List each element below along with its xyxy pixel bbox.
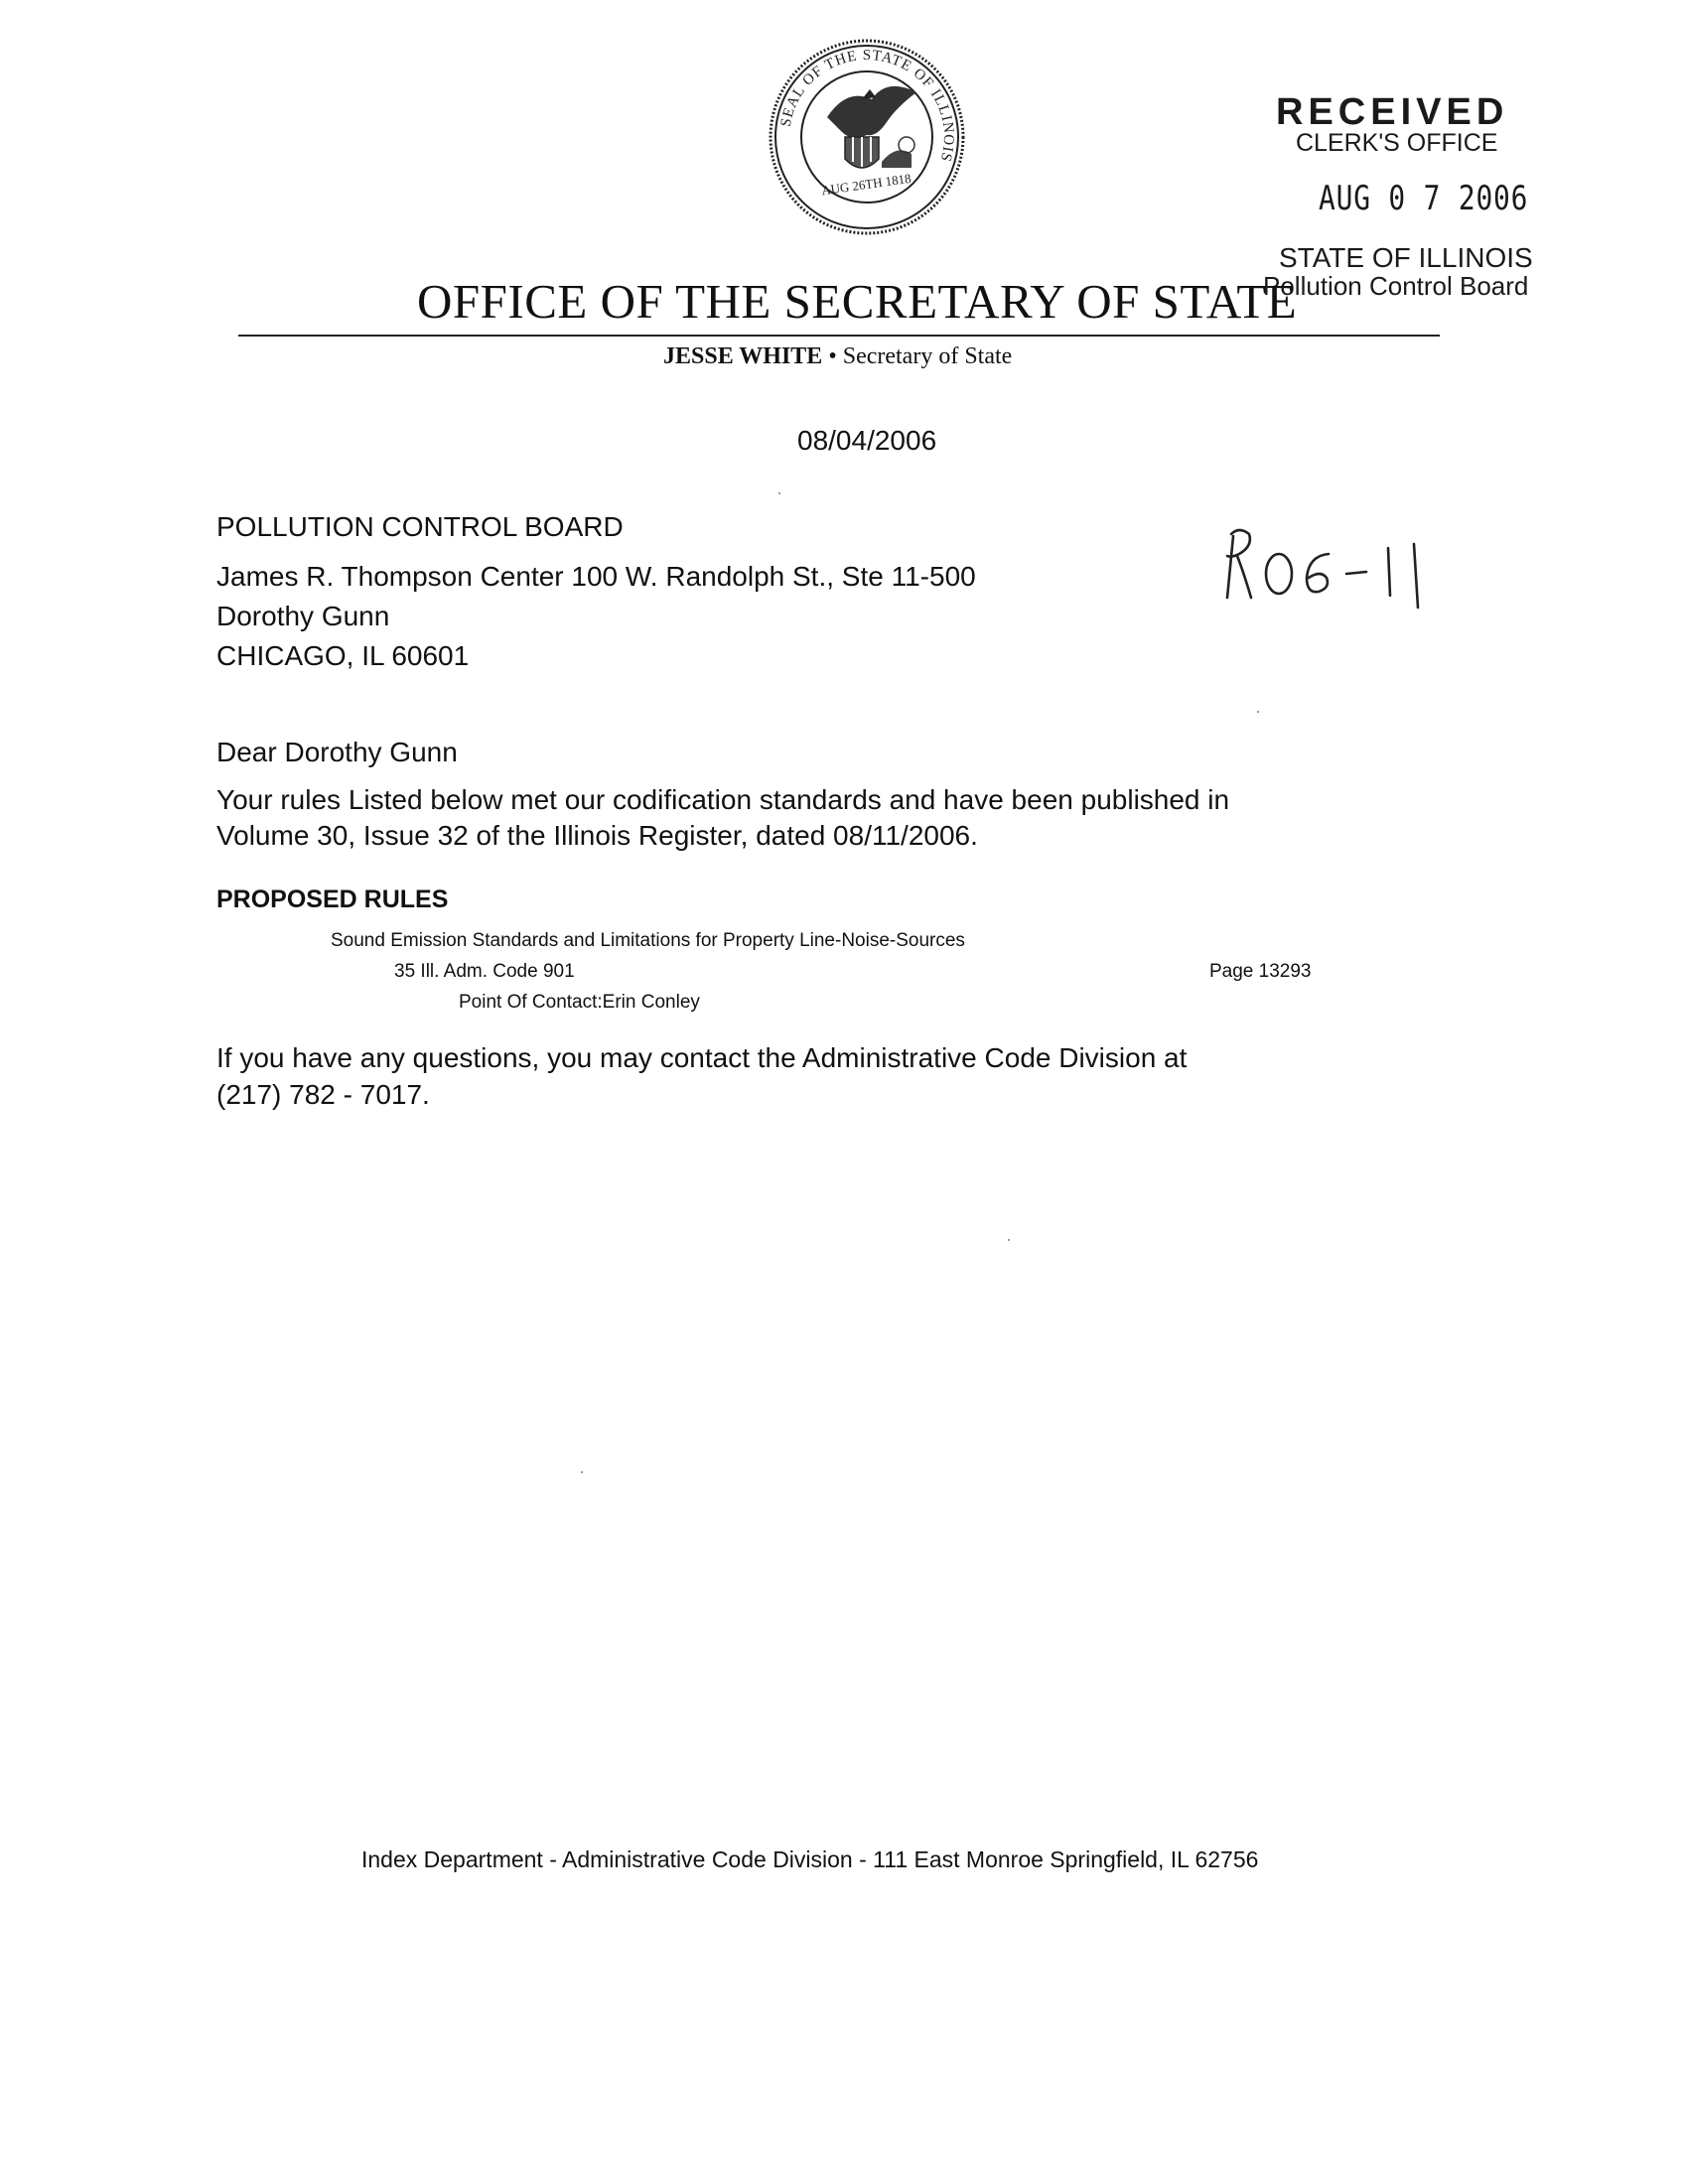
closing-line-2: (217) 782 - 7017. xyxy=(216,1079,430,1110)
secretary-line xyxy=(663,343,1012,370)
received-stamp-date: AUG 0 7 2006 xyxy=(1319,179,1529,218)
recipient-name: Dorothy Gunn xyxy=(216,601,390,631)
body-line-1: Your rules Listed below met our codification standards and have been published in xyxy=(216,784,1230,815)
body-line-2: Volume 30, Issue 32 of the Illinois Register, dated 08/11/2006. xyxy=(216,820,978,851)
closing-line-1: If you have any questions, you may contact the Administrative Code Division at xyxy=(216,1042,1188,1073)
rule-page: Page 13293 xyxy=(1209,961,1312,982)
rule-contact: Point Of Contact:Erin Conley xyxy=(459,992,700,1013)
received-stamp-state: STATE OF ILLINOIS xyxy=(1279,242,1533,273)
received-stamp-heading: RECEIVED xyxy=(1276,91,1509,133)
secretary-bullet: • xyxy=(828,343,837,369)
scan-speck xyxy=(778,492,780,494)
rule-title: Sound Emission Standards and Limitations for Property Line-Noise-Sources xyxy=(331,930,965,951)
scan-speck xyxy=(1008,1239,1010,1241)
letter-date: 08/04/2006 xyxy=(797,425,937,456)
section-heading-proposed-rules: PROPOSED RULES xyxy=(216,886,449,913)
received-stamp-board: Pollution Control Board xyxy=(1263,271,1529,301)
recipient-street: James R. Thompson Center 100 W. Randolph St., Ste 11-500 xyxy=(216,561,976,592)
received-stamp-clerk-office: CLERK'S OFFICE xyxy=(1296,129,1498,157)
secretary-title: Secretary of State xyxy=(842,343,1013,369)
rule-code: 35 Ill. Adm. Code 901 xyxy=(394,961,575,982)
handwritten-docket-number xyxy=(1209,516,1458,615)
letterhead-divider xyxy=(238,335,1440,337)
illinois-state-seal-icon xyxy=(768,38,966,236)
seal-outer-text: SEAL OF THE STATE OF ILLINOIS xyxy=(777,47,957,164)
secretary-name: JESSE WHITE xyxy=(663,343,823,369)
office-title: OFFICE OF THE SECRETARY OF STATE xyxy=(417,274,1298,329)
recipient-city: CHICAGO, IL 60601 xyxy=(216,640,470,671)
salutation: Dear Dorothy Gunn xyxy=(216,737,458,767)
recipient-org: POLLUTION CONTROL BOARD xyxy=(216,511,624,542)
scan-speck xyxy=(1257,711,1259,713)
seal-date-text: AUG 26TH 1818 xyxy=(820,170,912,199)
scan-speck xyxy=(581,1471,583,1473)
footer-address: Index Department - Administrative Code Division - 111 East Monroe Springfield, IL 62756 xyxy=(361,1846,1259,1872)
